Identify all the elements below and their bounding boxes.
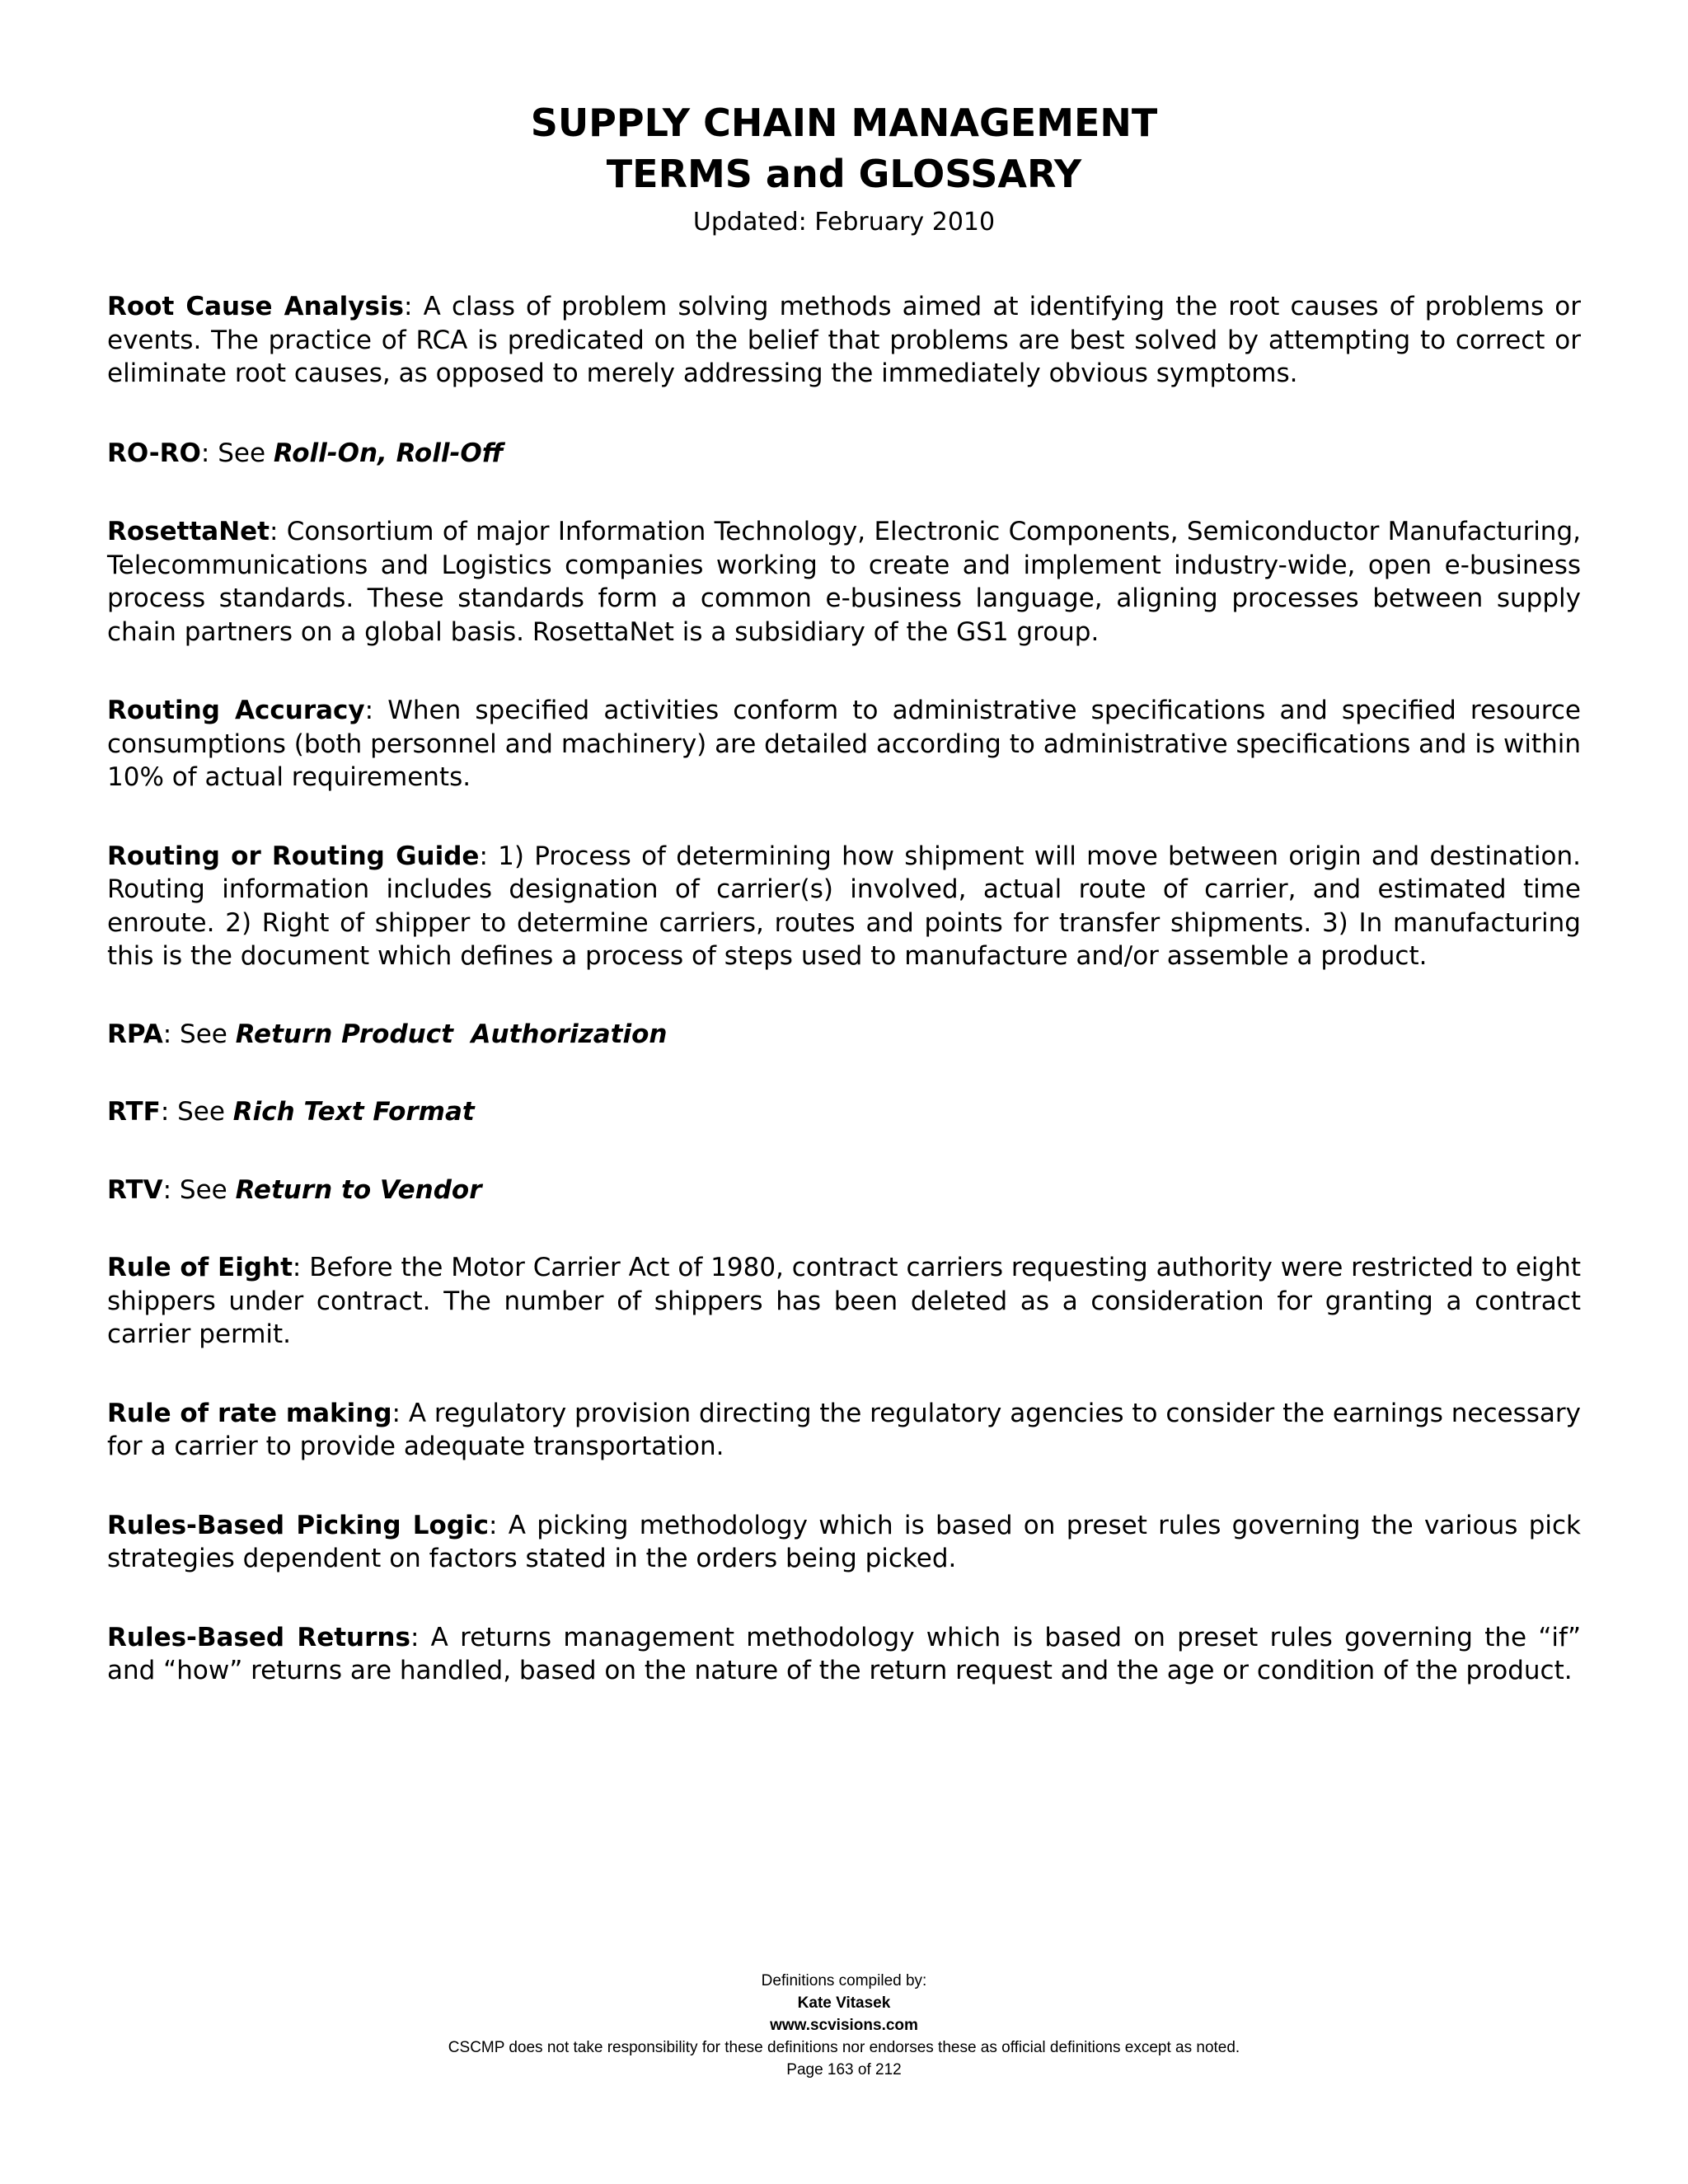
entry-term: Routing Accuracy	[107, 696, 365, 725]
entry-definition: : See	[162, 1019, 236, 1049]
glossary-entry-rtv	[107, 1174, 1581, 1207]
glossary-entry-rules-based-returns	[107, 1621, 1581, 1688]
glossary-entry-ro-ro	[107, 437, 1581, 471]
footer-website: www.scvisions.com	[770, 2017, 918, 2034]
entry-see-reference: Return Product Authorization	[235, 1019, 668, 1049]
glossary-entry-root-cause-analysis	[107, 290, 1581, 391]
glossary-entry-rules-based-picking-logic	[107, 1509, 1581, 1576]
entry-definition: : A regulatory provision directing the regulatory agencies to consider the earnings necessary for a carrier to provide adequate transportation.	[107, 1398, 1581, 1461]
entry-term: RosettaNet	[107, 517, 270, 546]
updated-date: Updated: February 2010	[692, 208, 996, 237]
entry-term: Routing or Routing Guide	[107, 841, 480, 871]
entry-definition: : A class of problem solving methods aimed at identifying the root causes of problems or events. The practice of RCA is predicated on the belief that problems are best solved by attempting to correct or eliminate root causes, as opposed to merely addressing the immediately obvious symptoms.	[107, 292, 1581, 388]
entry-term: Root Cause Analysis	[107, 292, 405, 321]
document-title-line-1: SUPPLY CHAIN MANAGEMENT	[530, 101, 1158, 145]
glossary-entry-rtf	[107, 1095, 1581, 1129]
page-footer	[0, 1970, 1688, 2081]
entry-definition: : Consortium of major Information Technology, Electronic Components, Semiconductor Manufacturing, Telecommunications and Logistics companies working to create and implement industry-wide, open e-business process standards. These standards form a common e-business language, aligning processes between supply chain partners on a global basis. RosettaNet is a subsidiary of the GS1 group.	[107, 517, 1581, 647]
glossary-entry-rule-of-rate-making	[107, 1397, 1581, 1464]
entry-term: RPA	[107, 1019, 163, 1049]
entry-term: Rules-Based Returns	[107, 1622, 410, 1652]
glossary-entry-rosettanet	[107, 515, 1581, 649]
entry-term: RO-RO	[107, 438, 201, 468]
entry-see-reference: Rich Text Format	[232, 1097, 475, 1127]
entry-definition: : See	[162, 1174, 236, 1205]
footer-disclaimer: CSCMP does not take responsibility for these definitions nor endorses these as official definitions except as noted.	[448, 2039, 1240, 2056]
entry-definition: : A returns management methodology which is based on preset rules governing the “if” and “how” returns are handled, based on the nature of the return request and the age or condition of the product.	[107, 1622, 1582, 1685]
entry-term: Rule of rate making	[107, 1398, 392, 1428]
entry-definition: : When specified activities conform to administrative specifications and specified resource consumptions (both personnel and machinery) are detailed according to administrative specifications and is within 10% of actual requirements.	[107, 696, 1581, 792]
glossary-entry-routing-accuracy	[107, 694, 1581, 794]
footer-compiled-by: Definitions compiled by:	[761, 1972, 927, 1990]
entry-term: Rules-Based Picking Logic	[107, 1510, 490, 1540]
entry-term: Rule of Eight	[107, 1253, 293, 1282]
document-title-line-2: TERMS and GLOSSARY	[606, 152, 1082, 196]
entry-definition: : 1) Process of determining how shipment will move between origin and destination. Routing information includes designation of carrier(s) involved, actual route of carrier, and estimated time enroute. 2) Right of shipper to determine carriers, routes and points for transfer shipments. 3) In manufacturing this is the document which defines a process of steps used to manufacture and/or assemble a product.	[107, 841, 1581, 971]
entry-see-reference: Roll-On, Roll-Off	[273, 438, 504, 468]
entry-definition: : A picking methodology which is based on preset rules governing the various pick strategies dependent on factors stated in the orders being picked.	[107, 1510, 1581, 1573]
page-header	[0, 97, 1688, 239]
glossary-entry-rpa	[107, 1018, 1581, 1052]
entry-definition: : See	[160, 1097, 233, 1127]
entry-term: RTF	[107, 1097, 161, 1127]
glossary-entries	[107, 290, 1581, 1688]
entry-term: RTV	[107, 1174, 163, 1205]
footer-page-number: Page 163 of 212	[786, 2061, 902, 2079]
entry-definition: : See	[200, 438, 274, 468]
entry-definition: : Before the Motor Carrier Act of 1980, contract carriers requesting authority were restricted to eight shippers under contract. The number of shippers has been deleted as a consideration for granting a contract carrier permit.	[107, 1253, 1581, 1349]
glossary-entry-rule-of-eight	[107, 1251, 1581, 1352]
glossary-entry-routing-guide	[107, 840, 1581, 973]
footer-author: Kate Vitasek	[797, 1994, 891, 2012]
entry-see-reference: Return to Vendor	[235, 1174, 482, 1205]
